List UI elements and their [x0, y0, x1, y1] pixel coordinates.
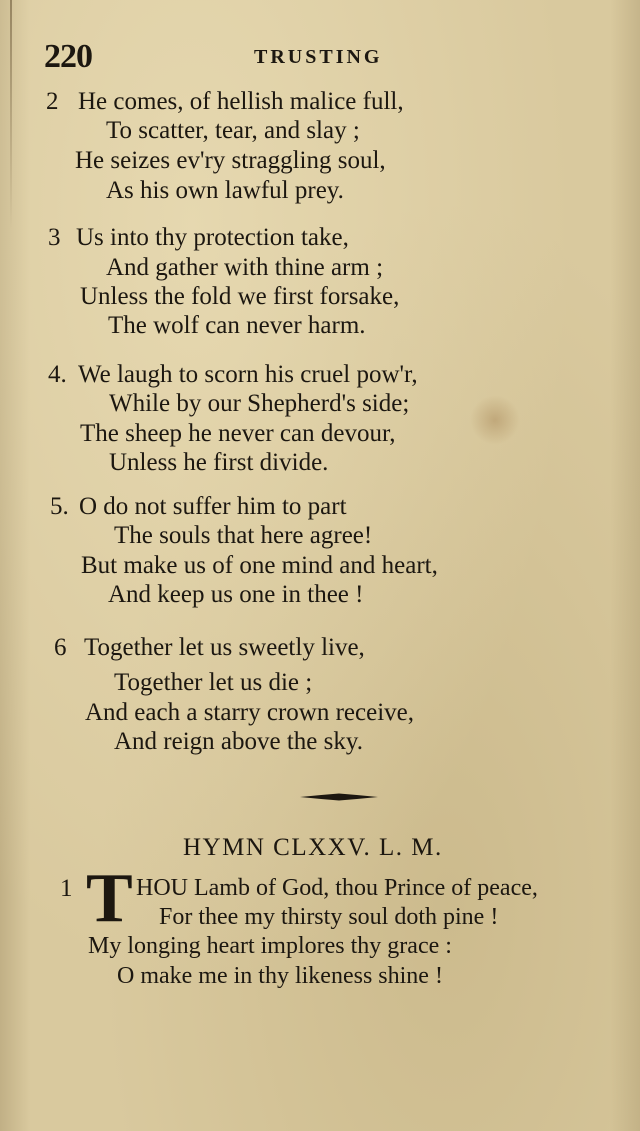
page-number: 220 — [44, 38, 92, 75]
page-header — [44, 38, 424, 78]
verse-line: The wolf can never harm. — [108, 312, 366, 339]
verse-line: Us into thy protection take, — [76, 224, 349, 251]
stanza-number: 5. — [50, 493, 69, 520]
verse-line: He seizes ev'ry straggling soul, — [75, 147, 386, 174]
verse-line: The sheep he never can devour, — [80, 420, 396, 447]
verse-line: And keep us one in thee ! — [108, 581, 364, 608]
verse-line: We laugh to scorn his cruel pow'r, — [78, 361, 418, 388]
verse-line: HOU Lamb of God, thou Prince of peace, — [136, 875, 538, 901]
verse-line: But make us of one mind and heart, — [81, 552, 438, 579]
verse-line: Together let us sweetly live, — [84, 634, 365, 661]
ornamental-divider — [300, 793, 378, 801]
stanza-number: 3 — [48, 224, 61, 251]
verse-line: For thee my thirsty soul doth pine ! — [159, 904, 499, 930]
gutter-shadow — [10, 0, 12, 230]
drop-cap: T — [86, 860, 133, 937]
verse-line: The souls that here agree! — [114, 522, 373, 549]
verse-line: O do not suffer him to part — [79, 493, 347, 520]
verse-line: Unless the fold we first forsake, — [80, 283, 400, 310]
verse-line: Unless he first divide. — [109, 449, 329, 476]
verse-line: And reign above the sky. — [114, 728, 364, 755]
stanza-number: 4. — [48, 361, 67, 388]
verse-line: O make me in thy likeness shine ! — [117, 963, 443, 989]
verse-line: To scatter, tear, and slay ; — [106, 117, 360, 144]
stanza-number: 6 — [54, 634, 67, 661]
verse-line: He comes, of hellish malice full, — [78, 88, 404, 115]
running-title: TRUSTING — [254, 46, 383, 68]
hymn-title: HYMN CLXXV. L. M. — [183, 834, 443, 861]
verse-line: Together let us die ; — [114, 669, 313, 696]
verse-line: And gather with thine arm ; — [106, 254, 384, 281]
verse-number: 1 — [60, 875, 73, 902]
verse-line: My longing heart implores thy grace : — [88, 933, 452, 959]
verse-line: As his own lawful prey. — [106, 177, 344, 204]
stanza-number: 2 — [46, 88, 59, 115]
verse-line: While by our Shepherd's side; — [109, 390, 410, 417]
paper-stain — [470, 395, 520, 445]
verse-line: And each a starry crown receive, — [85, 699, 414, 726]
